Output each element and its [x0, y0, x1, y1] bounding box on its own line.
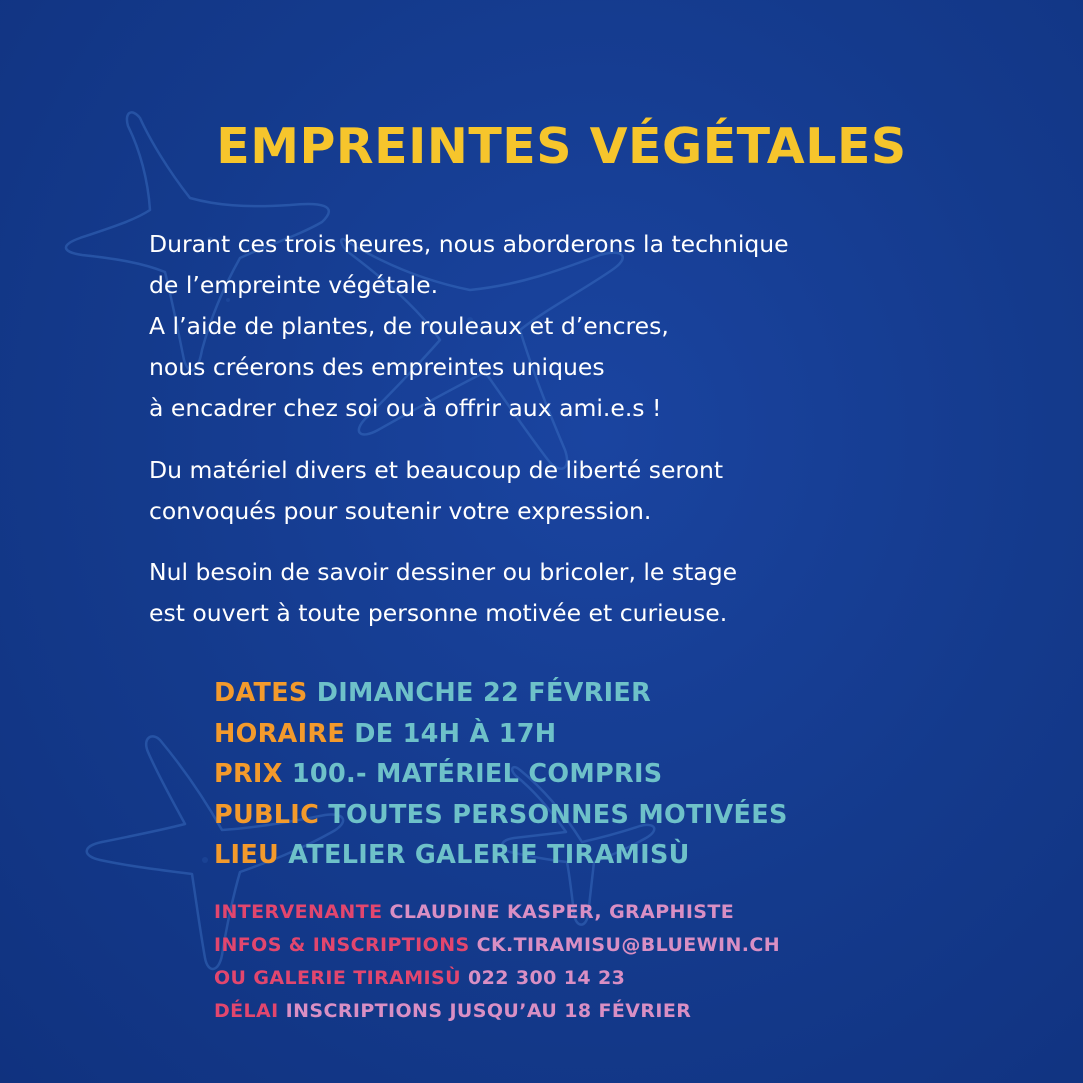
contact-galerie	[214, 962, 780, 995]
intro-paragraph	[149, 224, 949, 429]
text-line: Du matériel divers et beaucoup de liberté seront	[149, 456, 724, 484]
detail-value: TOUTES PERSONNES MOTIVÉES	[328, 799, 788, 830]
contact-value: CLAUDINE KASPER, GRAPHISTE	[389, 901, 735, 923]
detail-value: DE 14H À 17H	[354, 718, 557, 749]
detail-label: PRIX	[214, 759, 283, 789]
contact-label: OU GALERIE TIRAMISÙ	[214, 967, 461, 989]
text-line: de l’empreinte végétale.	[149, 271, 439, 299]
event-details	[214, 673, 788, 876]
contact-infos	[214, 929, 780, 962]
contact-info	[214, 896, 780, 1028]
detail-label: HORAIRE	[214, 718, 346, 749]
contact-label: INFOS & INSCRIPTIONS	[214, 934, 470, 956]
text-line: est ouvert à toute personne motivée et curieuse.	[149, 599, 728, 627]
poster-title: EMPREINTES VÉGÉTALES	[216, 118, 907, 175]
text-line: A l’aide de plantes, de rouleaux et d’encres,	[149, 312, 669, 340]
text-line: Durant ces trois heures, nous aborderons la technique	[149, 230, 789, 258]
detail-label: PUBLIC	[214, 799, 320, 830]
contact-phone[interactable]: 022 300 14 23	[467, 967, 626, 989]
detail-dates	[214, 673, 788, 714]
text-line: à encadrer chez soi ou à offrir aux ami.e.s !	[149, 394, 662, 422]
detail-prix	[214, 754, 788, 795]
contact-delai	[214, 995, 780, 1028]
contact-label: INTERVENANTE	[214, 901, 383, 923]
contact-email[interactable]: CK.TIRAMISU@BLUEWIN.CH	[476, 934, 781, 956]
materials-paragraph	[149, 450, 949, 532]
detail-horaire	[214, 714, 788, 755]
detail-value: DIMANCHE 22 FÉVRIER	[316, 678, 652, 708]
detail-value: ATELIER GALERIE TIRAMISÙ	[288, 840, 690, 870]
detail-lieu	[214, 835, 788, 876]
detail-label: DATES	[214, 678, 308, 708]
text-line: Nul besoin de savoir dessiner ou bricoler, le stage	[149, 558, 738, 586]
detail-public	[214, 795, 788, 836]
text-line: convoqués pour soutenir votre expression.	[149, 497, 652, 525]
contact-value: INSCRIPTIONS JUSQU’AU 18 FÉVRIER	[285, 1000, 692, 1022]
detail-label: LIEU	[214, 840, 280, 870]
detail-value: 100.- MATÉRIEL COMPRIS	[291, 759, 663, 789]
text-line: nous créerons des empreintes uniques	[149, 353, 605, 381]
contact-label: DÉLAI	[214, 1000, 279, 1022]
contact-intervenante	[214, 896, 780, 929]
audience-paragraph	[149, 552, 949, 634]
